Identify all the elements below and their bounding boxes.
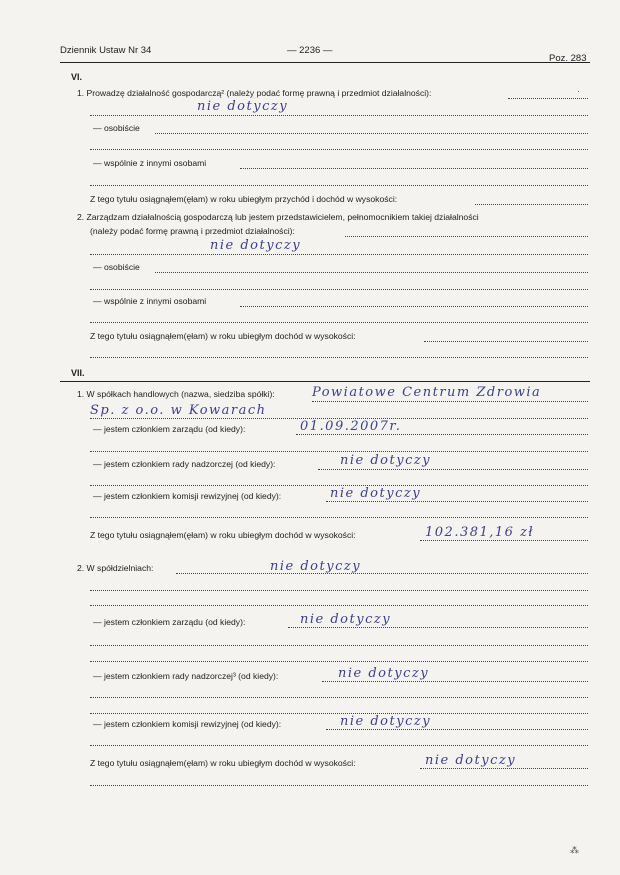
page-number: — 2236 — xyxy=(287,45,333,56)
vii-coop-income-answer: nie dotyczy xyxy=(425,753,517,768)
vi-jointly2-line2 xyxy=(90,322,588,323)
vii-audit-answer: nie dotyczy xyxy=(330,486,422,501)
scan-mark: ⁂ xyxy=(570,845,579,855)
scan-mark: · xyxy=(577,86,580,96)
vii-income-answer: 102.381,16 zł xyxy=(425,525,535,540)
vii-supervisory-label: — jestem członkiem rady nadzorczej (od kiedy): xyxy=(93,459,276,469)
vii-coop-audit-answer: nie dotyczy xyxy=(340,714,432,729)
vii-company-name: Powiatowe Centrum Zdrowia xyxy=(312,385,542,400)
vii-coop-board-answer: nie dotyczy xyxy=(300,612,392,627)
vii-q2-line2 xyxy=(90,590,588,591)
vii-coop-board-line3 xyxy=(90,661,588,662)
vi-income2-label: Z tego tytułu osiągnąłem(ęłam) w roku ubiegłym dochód w wysokości: xyxy=(90,331,356,341)
vii-coop-supervisory-line3 xyxy=(90,713,588,714)
vi-income2-line2 xyxy=(90,357,588,358)
vii-coop-board-line2 xyxy=(90,645,588,646)
vi-q1-line2 xyxy=(90,115,588,116)
vi-personal2-dots xyxy=(155,272,588,273)
vii-audit-line2 xyxy=(90,517,588,518)
vi-income1-label: Z tego tytułu osiągnąłem(ęłam) w roku ubiegłym przychód i dochód w wysokości: xyxy=(90,194,398,204)
journal-title: Dziennik Ustaw Nr 34 xyxy=(60,45,152,56)
vi-personal-line2 xyxy=(90,149,588,150)
vi-q1-label: 1. Prowadzę działalność gospodarczą² (należy podać formę prawną i przedmiot działalności): xyxy=(77,88,432,98)
vii-coop-income-label: Z tego tytułu osiągnąłem(ęłam) w roku ubiegłym dochód w wysokości: xyxy=(90,758,356,768)
vi-jointly-line2 xyxy=(90,185,588,186)
vi-q1-answer: nie dotyczy xyxy=(197,99,289,114)
vii-board-dots xyxy=(296,434,588,435)
vii-coop-audit-line2 xyxy=(90,745,588,746)
vi-q2-label-line1: 2. Zarządzam działalnością gospodarczą lub jestem przedstawicielem, pełnomocnikiem takiej działalności xyxy=(77,212,479,222)
vii-q2-dots xyxy=(176,573,588,574)
vii-coop-income-line2 xyxy=(90,785,588,786)
position-number: Poz. 283 xyxy=(549,53,587,64)
vii-income-dots xyxy=(420,540,588,541)
section-vii-rule xyxy=(60,381,590,382)
vii-board-answer: 01.09.2007r. xyxy=(300,419,402,434)
vii-supervisory-dots xyxy=(318,469,588,470)
vii-board-label: — jestem członkiem zarządu (od kiedy): xyxy=(93,424,246,434)
vii-board-line2 xyxy=(90,451,588,452)
header-rule xyxy=(60,62,590,63)
vi-q1-dots xyxy=(508,98,588,99)
vii-q1-dots xyxy=(312,401,588,402)
vii-audit-dots xyxy=(326,501,588,502)
vii-supervisory-answer: nie dotyczy xyxy=(340,453,432,468)
vii-coop-supervisory-dots xyxy=(322,681,588,682)
vi-q2-label-line2: (należy podać formę prawną i przedmiot działalności): xyxy=(90,226,295,236)
vii-income-label: Z tego tytułu osiągnąłem(ęłam) w roku ubiegłym dochód w wysokości: xyxy=(90,530,356,540)
vii-coop-supervisory-answer: nie dotyczy xyxy=(338,666,430,681)
vi-q2-dots xyxy=(345,236,588,237)
vii-coop-board-dots xyxy=(288,627,588,628)
vi-jointly2-dots xyxy=(240,306,588,307)
vii-coop-income-dots xyxy=(420,768,588,769)
section-vii-title: VII. xyxy=(71,368,85,378)
vii-coop-audit-dots xyxy=(326,729,588,730)
vi-q2-line3 xyxy=(90,254,588,255)
vi-income2-dots xyxy=(424,341,588,342)
vi-q2-answer: nie dotyczy xyxy=(210,238,302,253)
vi-jointly-dots xyxy=(240,168,588,169)
vii-coop-supervisory-line2 xyxy=(90,697,588,698)
vii-q2-line3 xyxy=(90,605,588,606)
vi-jointly-label: — wspólnie z innymi osobami xyxy=(93,158,207,168)
section-vi-title: VI. xyxy=(71,72,83,82)
vii-company-seat: Sp. z o.o. w Kowarach xyxy=(90,403,267,418)
vii-audit-label: — jestem członkiem komisji rewizyjnej (od kiedy): xyxy=(93,491,282,501)
vii-q2-answer: nie dotyczy xyxy=(270,559,362,574)
vi-personal-dots xyxy=(155,133,588,134)
vi-personal2-label: — osobiście xyxy=(93,262,140,272)
vi-personal-label: — osobiście xyxy=(93,123,140,133)
vi-jointly2-label: — wspólnie z innymi osobami xyxy=(93,296,207,306)
vi-personal2-line2 xyxy=(90,289,588,290)
vii-q1-label: 1. W spółkach handlowych (nazwa, siedziba spółki): xyxy=(77,389,275,399)
vii-q2-label: 2. W spółdzielniach: xyxy=(77,563,154,573)
vii-coop-board-label: — jestem członkiem zarządu (od kiedy): xyxy=(93,617,246,627)
vii-coop-audit-label: — jestem członkiem komisji rewizyjnej (od kiedy): xyxy=(93,719,282,729)
vii-coop-supervisory-label: — jestem członkiem rady nadzorczej³ (od kiedy): xyxy=(93,671,279,681)
vi-income1-dots xyxy=(475,204,588,205)
